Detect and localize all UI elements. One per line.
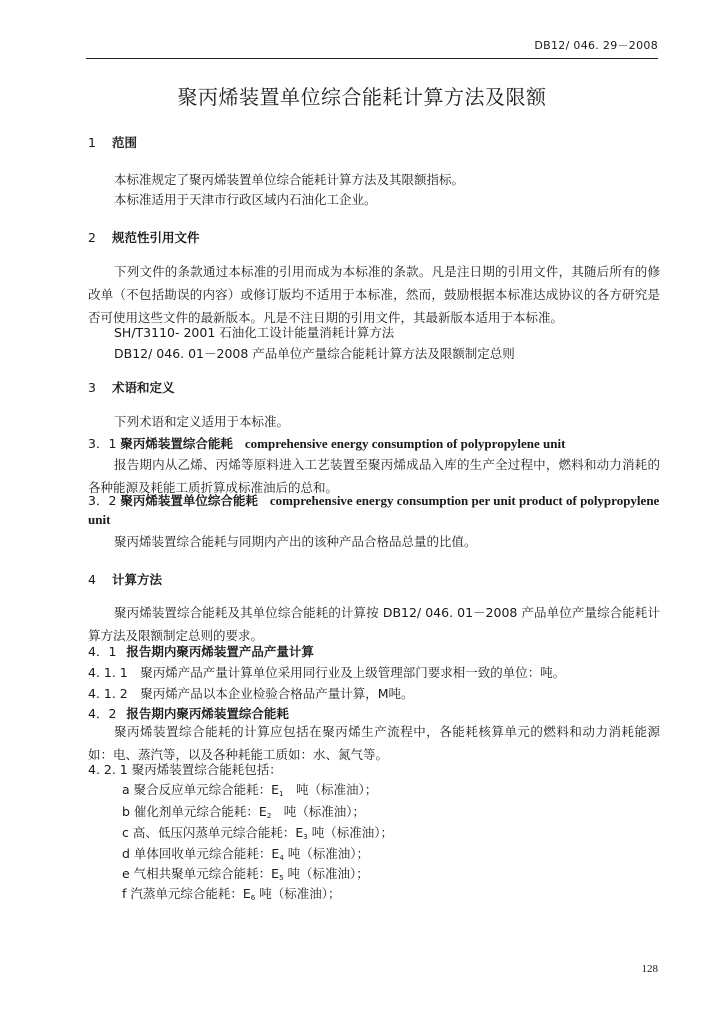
subsection-number: 4．2 [88,706,117,721]
section-3-heading [88,378,175,396]
list-item-f: f 汽蒸单元综合能耗：$E_6$ 吨（标准油）； [122,886,341,902]
list-item-c: c 高、低压闪蒸单元综合能耗：$E_3$ 吨（标准油）； [122,825,393,841]
term-3-1-definition: 报告期内从乙烯、丙烯等原料进入工艺装置至聚丙烯成品入库的生产全过程中，燃料和动力消耗的各种能源及耗能工质折算成标准油后的总和。 [88,457,660,495]
s1-line-2: 本标准适用于天津市行政区域内石油化工企业。 [114,192,377,207]
subsection-number: 4．1 [88,644,117,659]
s4-1-heading [88,640,314,663]
term-chinese: 聚丙烯装置综合能耗 [120,436,233,451]
term-english: comprehensive energy consumption of polypropylene unit [244,436,566,451]
header-rule [86,58,658,59]
header-doc-id: DB12/ 046. 29－2008 [534,39,658,52]
s2-ref-2: DB12/ 046. 01－2008 产品单位产量综合能耗计算方法及限额制定总则 [114,346,515,361]
section-4-heading [88,570,162,588]
s4-2-1: 4. 2. 1 聚丙烯装置综合能耗包括： [88,762,282,777]
section-2-heading [88,228,200,246]
term-3-2-definition: 聚丙烯装置综合能耗与同期内产出的该种产品合格品总量的比值。 [114,534,477,549]
section-title: 规范性引用文件 [111,230,200,245]
term-chinese: 聚丙烯装置单位综合能耗 [120,493,258,508]
term-english-cont: unit [88,512,111,527]
page-number: 128 [641,963,658,975]
section-number: 1 [88,135,96,150]
term-3-2 [88,489,659,512]
subsection-title: 报告期内聚丙烯装置综合能耗 [126,706,289,721]
term-number: 3．2 [88,493,117,508]
s4-1-1: 4. 1. 1 聚丙烯产品产量计算单位采用同行业及上级管理部门要求相一致的单位：吨。 [88,665,566,680]
list-item-d: d 单体回收单元综合能耗：$E_4$ 吨（标准油）； [122,846,370,862]
list-item-b: b 催化剂单元综合能耗：$E_2$ 吨（标准油）； [122,804,366,820]
s1-line-1: 本标准规定了聚丙烯装置单位综合能耗计算方法及其限额指标。 [114,172,465,187]
list-item-e: e 气相共聚单元综合能耗：$E_5$ 吨（标准油）； [122,866,369,882]
page-title: 聚丙烯装置单位综合能耗计算方法及限额 [177,85,547,109]
section-1-heading [88,133,137,151]
list-item-a: a 聚合反应单元综合能耗：$E_1$ 吨（标准油）； [122,782,378,798]
s4-paragraph: 聚丙烯装置综合能耗及其单位综合能耗的计算按 DB12/ 046. 01－2008 产品单位产量综合能耗计算方法及限额制定总则的要求。 [88,605,660,643]
s2-paragraph: 下列文件的条款通过本标准的引用而成为本标准的条款。凡是注日期的引用文件，其随后所有的修改单（不包括勘误的内容）或修订版均不适用于本标准，然而，鼓励根据本标准达成协议的各方研究是否可使用这些文件的最新版本。凡是不注日期的引用文件，其最新版本适用于本标准。 [88,264,660,325]
s4-1-2: 4. 1. 2 聚丙烯产品以本企业检验合格品产量计算，M吨。 [88,686,414,701]
section-title: 术语和定义 [111,380,175,395]
s4-2-paragraph: 聚丙烯装置综合能耗的计算应包括在聚丙烯生产流程中，各能耗核算单元的燃料和动力消耗能源如：电、蒸汽等，以及各种耗能工质如：水、氮气等。 [88,724,660,762]
term-english: comprehensive energy consumption per unit product of polypropylene [269,493,660,508]
section-title: 范围 [111,135,137,150]
subsection-title: 报告期内聚丙烯装置产品产量计算 [126,644,314,659]
s2-ref-1: SH/T3110- 2001 石油化工设计能量消耗计算方法 [114,325,395,340]
s3-intro: 下列术语和定义适用于本标准。 [114,414,290,429]
section-number: 3 [88,380,96,395]
section-number: 2 [88,230,96,245]
term-3-1 [88,432,565,455]
section-title: 计算方法 [111,572,162,587]
term-number: 3．1 [88,436,117,451]
section-number: 4 [88,572,96,587]
